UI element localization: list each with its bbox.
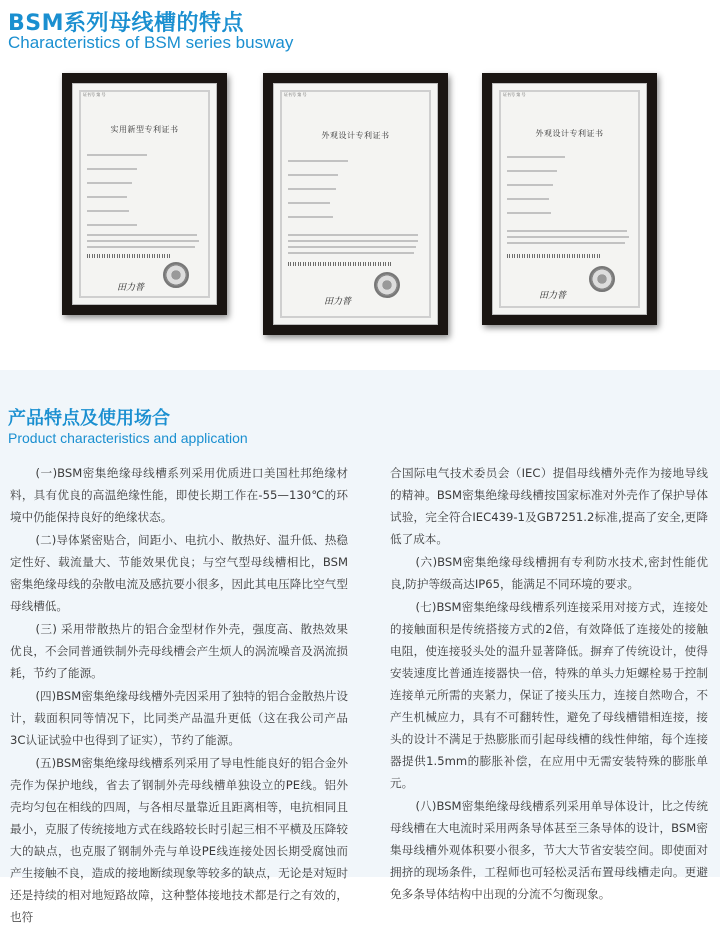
certificate-title: 外观设计专利证书 (321, 131, 390, 140)
certificate-title: 实用新型专利证书 (110, 125, 179, 134)
official-seal-icon (589, 266, 615, 292)
signature: 田力普 (539, 291, 567, 301)
official-seal-icon (163, 262, 189, 288)
certificate-paper: 证书号 第 号 外观设计专利证书 田力普 (492, 83, 647, 315)
product-section-title-en: Product characteristics and application (8, 430, 248, 446)
paragraph-1: (一)BSM密集绝缘母线槽系列采用优质进口美国杜邦绝缘材料，具有优良的高温绝缘性能，即使长期工作在-55—130℃的环境中仍能保持良好的绝缘状态。 (10, 466, 348, 524)
paragraph-2: (二)导体紧密贴合，间距小、电抗小、散热好、温升低、热稳定性好、载流量大、节能效果优良；与空气型母线槽相比，BSM密集绝缘母线的杂散电流及感抗要小很多，因此其电压降比空气型母线槽低。 (10, 533, 348, 613)
paragraph-3: (三) 采用带散热片的铝合金型材作外壳，强度高、散热效果优良，不会同普通铁制外壳母线槽会产生烦人的涡流噪音及涡流损耗，节约了能源。 (10, 622, 348, 680)
product-section-title-cn: 产品特点及使用场合 (8, 408, 170, 429)
certificate-frame-1 (62, 73, 227, 315)
paragraph-5-continued: 合国际电气技术委员会（IEC）提倡母线槽外壳作为接地导线的精神。BSM密集绝缘母线槽按国家标准对外壳作了保护导体试验，完全符合IEC439-1及GB7251.2标准,提高了安全,更降低了成本。 (390, 466, 708, 546)
signature: 田力普 (117, 283, 145, 293)
paragraph-7: (七)BSM密集绝缘母线槽系列连接采用对接方式，连接处的接触面积是传统搭接方式的2倍，有效降低了连接处的接触电阻，使连接驳头处的温升显著降低。摒弃了传统设计，使得安装速度比普通连接器快一倍，特殊的单头力矩螺栓易于控制连接单元所需的夹紧力，保证了接头压力，连接自然吻合，不产生机械应力，具有不可翻转性，避免了母线槽错相连接，接头的设计不满足于热膨胀而引起母线槽的线性伸缩，每个连接器提供1.5mm的膨胀补偿，在应用中无需安装特殊的膨胀单元。 (390, 600, 708, 790)
paragraph-4: (四)BSM密集绝缘母线槽外壳因采用了独特的铝合金散热片设计，载面积同等情况下，比同类产品温升更低（这在我公司产品3C认证试验中也得到了证实），节约了能源。 (10, 689, 348, 747)
signature: 田力普 (324, 297, 352, 307)
certificate-frame-3 (482, 73, 657, 325)
certificate-paper: 证书号 第 号 实用新型专利证书 田力普 (72, 83, 217, 305)
paragraph-6: (六)BSM密集绝缘母线槽拥有专利防水技术,密封性能优良,防护等级高达IP65，能满足不同环境的要求。 (390, 555, 708, 591)
paragraph-5: (五)BSM密集绝缘母线槽系列采用了导电性能良好的铝合金外壳作为保护地线，省去了钢制外壳母线槽单独设立的PE线。铝外壳均匀包在相线的四周，与各相尽量靠近且距离相等，电抗相同且最小，克服了传统接地方式在线路较长时引起三相不平横及压降较大的缺点，也克服了钢制外壳与单设PE线连接处因长期受腐蚀而产生接触不良，造成的接地断续现象等较多的缺点，无论是对短时还是持续的相对地短路故障，这种整体接地技术都是行之有效的，也符 (10, 756, 348, 924)
characteristics-section (0, 0, 720, 370)
paragraph-8: (八)BSM密集绝缘母线槽系列采用单导体设计，比之传统母线槽在大电流时采用两条导体甚至三条导体的设计，BSM密集母线槽外观体积要小很多，节大大节省安装空间。即使面对拥挤的现场条件，工程师也可轻松灵活布置母线槽走向。更避免多条导体结构中出现的分流不匀衡现象。 (390, 799, 708, 901)
certificate-frame-2 (263, 73, 448, 335)
official-seal-icon (374, 272, 400, 298)
certificate-title: 外观设计专利证书 (535, 129, 604, 138)
section-title-cn: BSM系列母线槽的特点 (8, 11, 245, 36)
section-title-en: Characteristics of BSM series busway (8, 33, 294, 52)
right-text-column (390, 462, 708, 906)
left-text-column (10, 462, 348, 929)
certificate-paper: 证书号 第 号 外观设计专利证书 田力普 (273, 83, 438, 325)
